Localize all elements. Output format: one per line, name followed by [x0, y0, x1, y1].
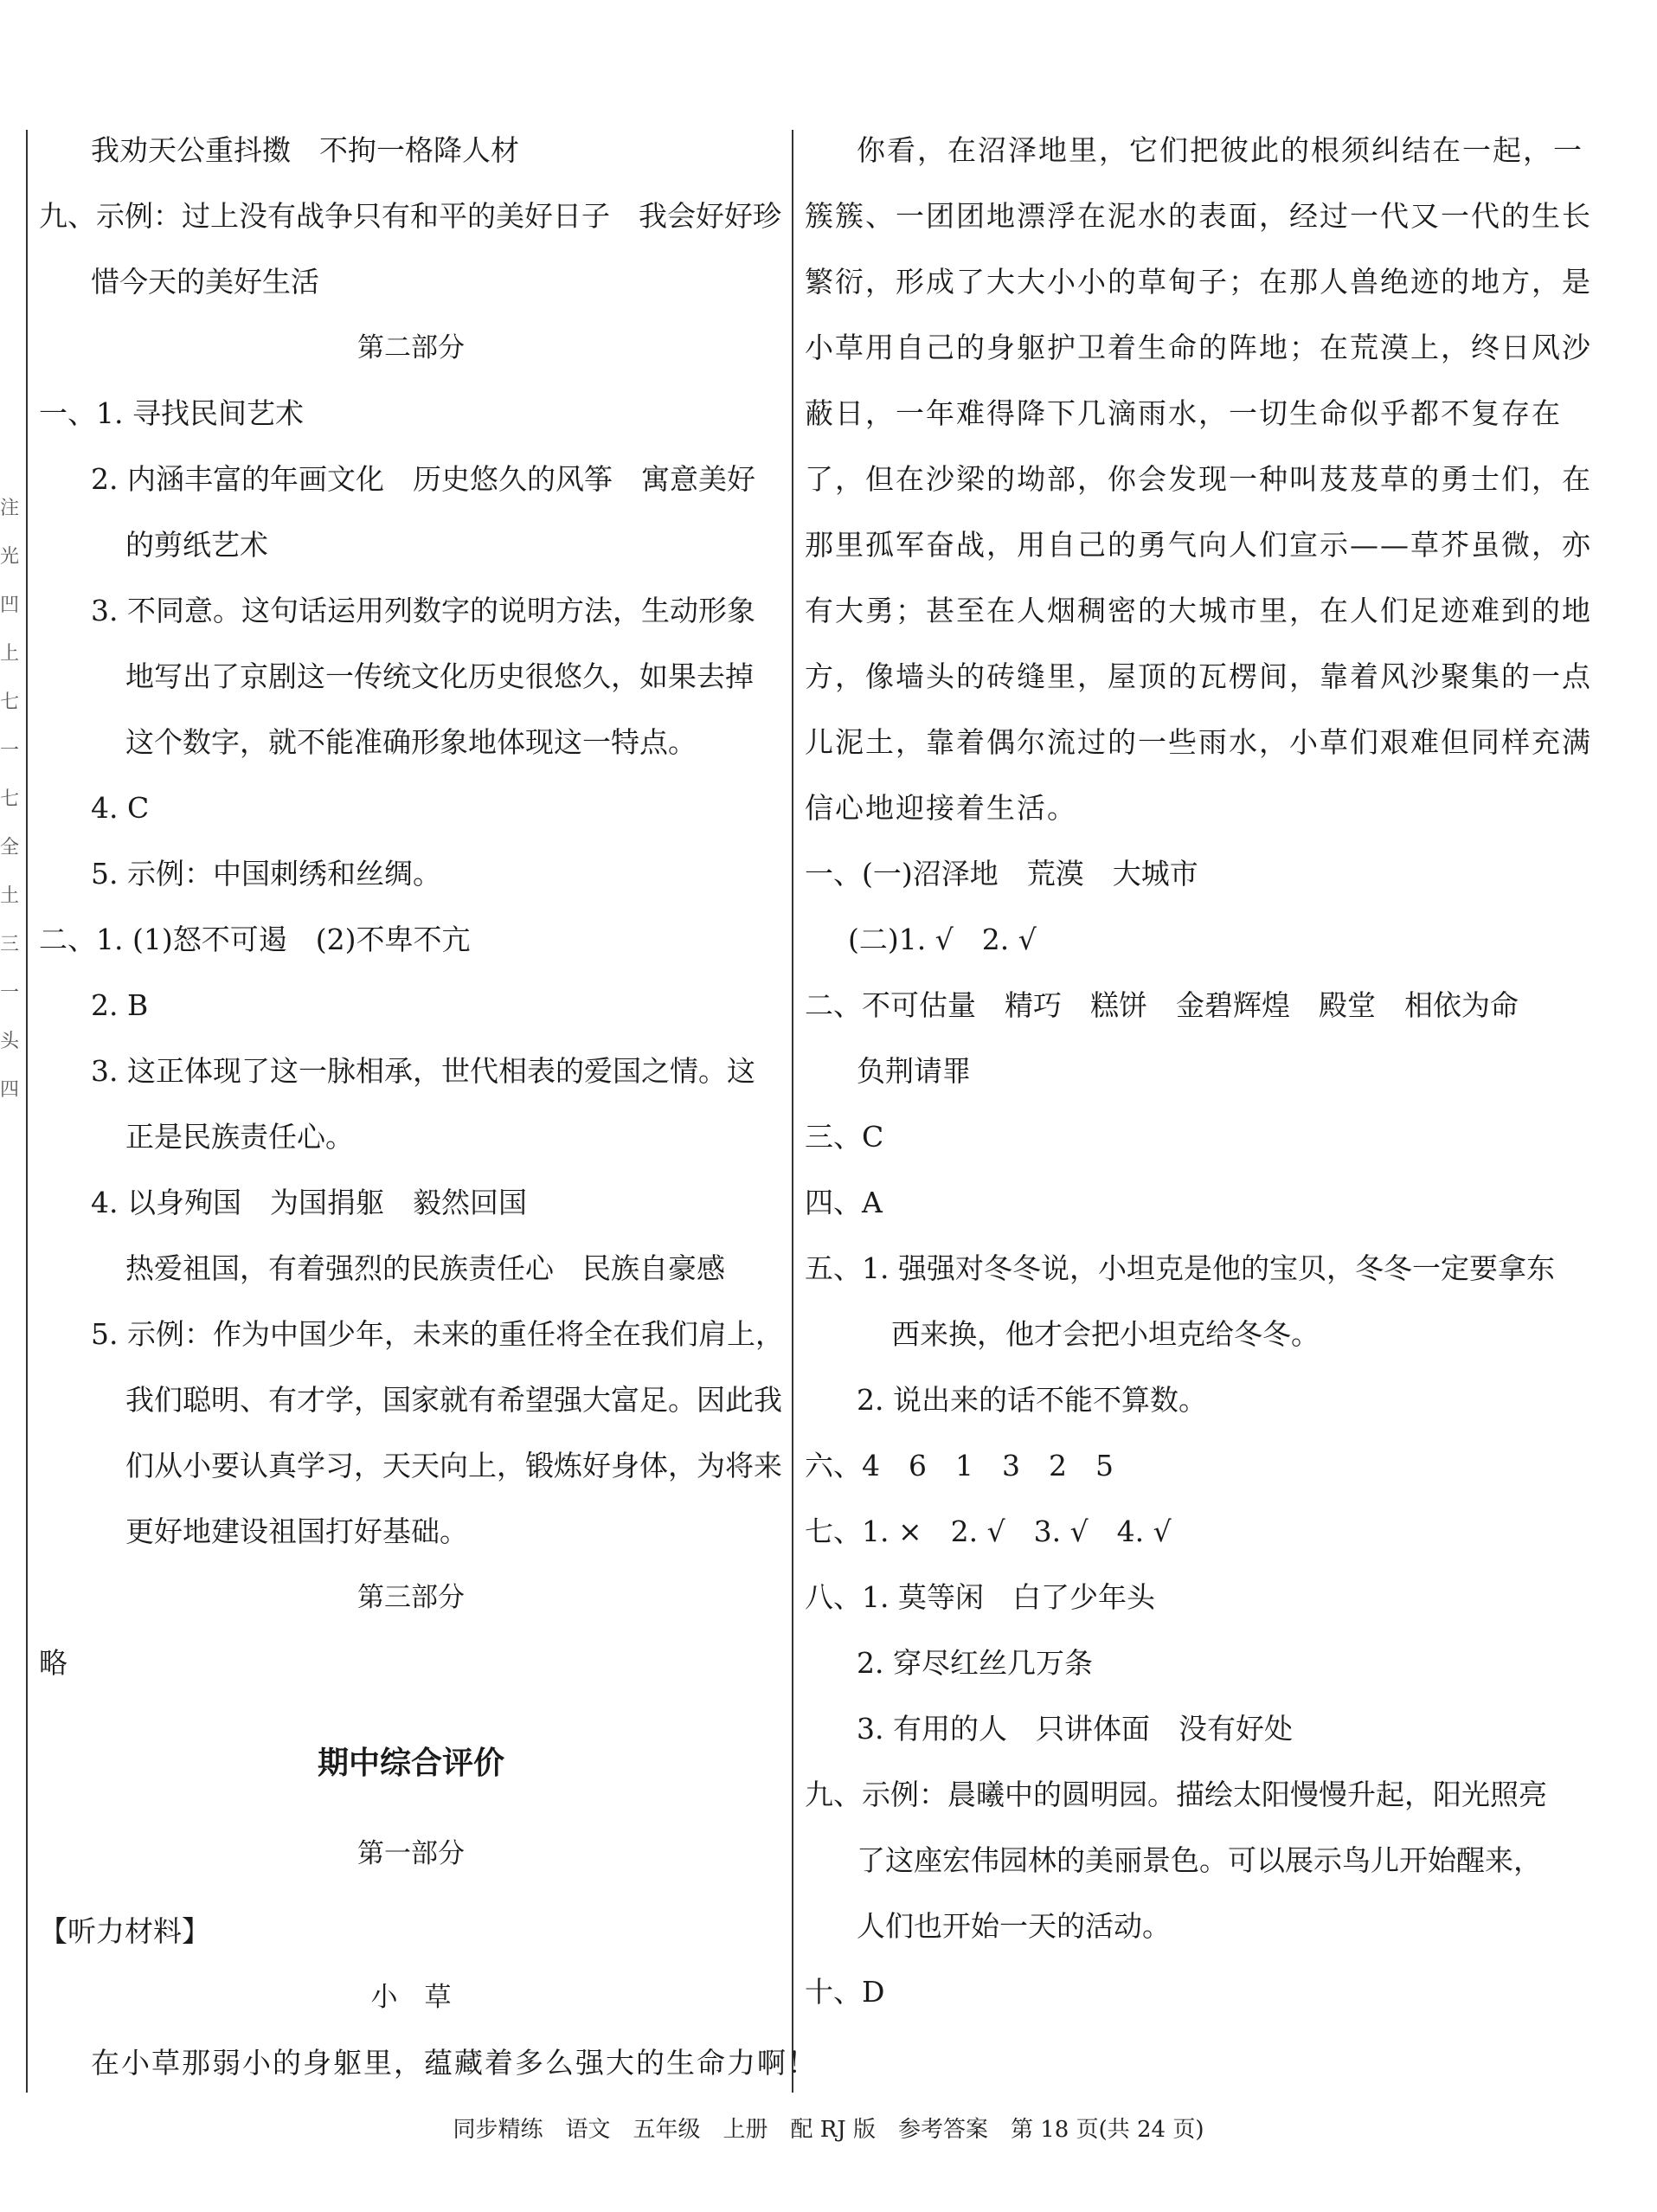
story-line: 你看，在沼泽地里，它们把彼此的根须纠结在一起，一 — [857, 133, 1583, 167]
answer-line: 更好地建设祖国打好基础。 — [125, 1514, 468, 1548]
answer-line: 八、1. 莫等闲 白了少年头 — [805, 1580, 1155, 1614]
answer-line: 的剪纸艺术 — [125, 528, 268, 562]
column-divider — [792, 130, 793, 2093]
answer-line: 我们聪明、有才学，国家就有希望强大富足。因此我 — [125, 1383, 782, 1417]
answer-line: 一、(一)沼泽地 荒漠 大城市 — [805, 857, 1198, 891]
answer-line: (二)1. √ 2. √ — [848, 923, 1037, 956]
story-line: 繁衍，形成了大大小小的草甸子；在那人兽绝迹的地方，是 — [805, 265, 1592, 299]
answer-line: 二、1. (1)怒不可遏 (2)不卑不亢 — [39, 923, 471, 956]
answer-line: 六、4 6 1 3 2 5 — [805, 1449, 1114, 1482]
margin-char: 七 — [0, 691, 20, 713]
answer-line: 九、示例：过上没有战争只有和平的美好日子 我会好好珍 — [39, 199, 781, 233]
left-binding-rule — [26, 130, 28, 2093]
answer-line: 2. B — [91, 988, 149, 1022]
listening-label: 【听力材料】 — [39, 1914, 210, 1948]
answer-line: 这个数字，就不能准确形象地体现这一特点。 — [125, 725, 697, 759]
margin-char: 四 — [0, 1079, 20, 1101]
answer-line: 热爱祖国，有着强烈的民族责任心 民族自豪感 — [125, 1251, 725, 1285]
section-heading: 第二部分 — [357, 332, 465, 363]
story-line: 那里孤军奋战，用自己的勇气向人们宣示——草芥虽微，亦 — [805, 528, 1592, 562]
answer-line: 5. 示例：中国刺绣和丝绸。 — [91, 857, 441, 891]
answer-line: 4. C — [91, 791, 150, 825]
story-title: 小 草 — [370, 1982, 452, 2013]
story-line: 簇簇、一团团地漂浮在泥水的表面，经过一代又一代的生长 — [805, 199, 1592, 233]
margin-char: 七 — [0, 788, 20, 810]
answer-line: 三、C — [805, 1120, 884, 1154]
margin-char: 凹 — [0, 595, 20, 616]
answer-line: 九、示例：晨曦中的圆明园。描绘太阳慢慢升起，阳光照亮 — [805, 1778, 1547, 1811]
answer-line: 2. 说出来的话不能不算数。 — [857, 1383, 1207, 1417]
answer-line: 3. 不同意。这句话运用列数字的说明方法，生动形象 — [91, 594, 755, 627]
answer-line: 我劝天公重抖擞 不拘一格降人材 — [91, 133, 519, 167]
margin-char: 三 — [0, 934, 20, 955]
answer-line: 3. 有用的人 只讲体面 没有好处 — [857, 1712, 1293, 1746]
margin-char: 光 — [0, 546, 20, 568]
margin-char: 头 — [0, 1031, 20, 1052]
answer-line: 二、不可估量 精巧 糕饼 金碧辉煌 殿堂 相依为命 — [805, 988, 1519, 1022]
answer-line: 了这座宏伟园林的美丽景色。可以展示鸟儿开始醒来， — [857, 1843, 1542, 1877]
answer-line: 西来换，他才会把小坦克给冬冬。 — [891, 1317, 1320, 1351]
answer-line: 正是民族责任心。 — [125, 1120, 354, 1154]
story-line: 儿泥土，靠着偶尔流过的一些雨水，小草们艰难但同样充满 — [805, 725, 1592, 759]
answer-line: 2. 内涵丰富的年画文化 历史悠久的风筝 寓意美好 — [91, 462, 755, 496]
answer-line: 4. 以身殉国 为国捐躯 毅然回国 — [91, 1186, 527, 1219]
answer-line: 3. 这正体现了这一脉相承，世代相表的爱国之情。这 — [91, 1054, 755, 1088]
margin-char: 注 — [0, 498, 20, 519]
answer-line: 略 — [39, 1646, 67, 1680]
story-line: 方，像墙头的砖缝里，屋顶的瓦楞间，靠着风沙聚集的一点 — [805, 659, 1592, 693]
exam-title: 期中综合评价 — [317, 1746, 504, 1781]
margin-char: 一 — [0, 740, 20, 762]
answer-line: 地写出了京剧这一传统文化历史很悠久，如果去掉 — [125, 659, 754, 693]
answer-line: 人们也开始一天的活动。 — [857, 1909, 1171, 1943]
section-heading: 第一部分 — [357, 1838, 465, 1869]
story-line: 有大勇；甚至在人烟稠密的大城市里，在人们足迹难到的地 — [805, 594, 1592, 627]
story-line: 蔽日，一年难得降下几滴雨水，一切生命似乎都不复存在 — [805, 396, 1562, 430]
answer-line: 七、1. × 2. √ 3. √ 4. √ — [805, 1514, 1172, 1548]
answer-line: 四、A — [805, 1186, 883, 1219]
margin-char: 一 — [0, 982, 20, 1004]
story-line: 小草用自己的身躯护卫着生命的阵地；在荒漠上，终日风沙 — [805, 331, 1592, 364]
margin-char: 全 — [0, 837, 20, 858]
story-line: 在小草那弱小的身躯里，蕴藏着多么强大的生命力啊！ — [91, 2046, 818, 2080]
story-line: 信心地迎接着生活。 — [805, 791, 1077, 825]
answer-line: 5. 示例：作为中国少年，未来的重任将全在我们肩上， — [91, 1317, 784, 1351]
answer-line: 五、1. 强强对冬冬说，小坦克是他的宝贝，冬冬一定要拿东 — [805, 1251, 1555, 1285]
answer-line: 负荆请罪 — [857, 1054, 971, 1088]
answer-line: 十、D — [805, 1975, 885, 2009]
binding-margin-text — [0, 485, 19, 1115]
story-line: 了，但在沙梁的坳部，你会发现一种叫芨芨草的勇士们，在 — [805, 462, 1592, 496]
answer-line: 2. 穿尽红丝几万条 — [857, 1646, 1093, 1680]
answer-line: 一、1. 寻找民间艺术 — [39, 396, 304, 430]
answer-line: 惜今天的美好生活 — [91, 265, 319, 299]
margin-char: 上 — [0, 643, 20, 665]
section-heading: 第三部分 — [357, 1582, 465, 1613]
page-footer: 同步精练 语文 五年级 上册 配 RJ 版 参考答案 第 18 页(共 24 页) — [453, 2117, 1204, 2143]
answer-line: 们从小要认真学习，天天向上，锻炼好身体，为将来 — [125, 1449, 782, 1482]
margin-char: 土 — [0, 885, 20, 907]
